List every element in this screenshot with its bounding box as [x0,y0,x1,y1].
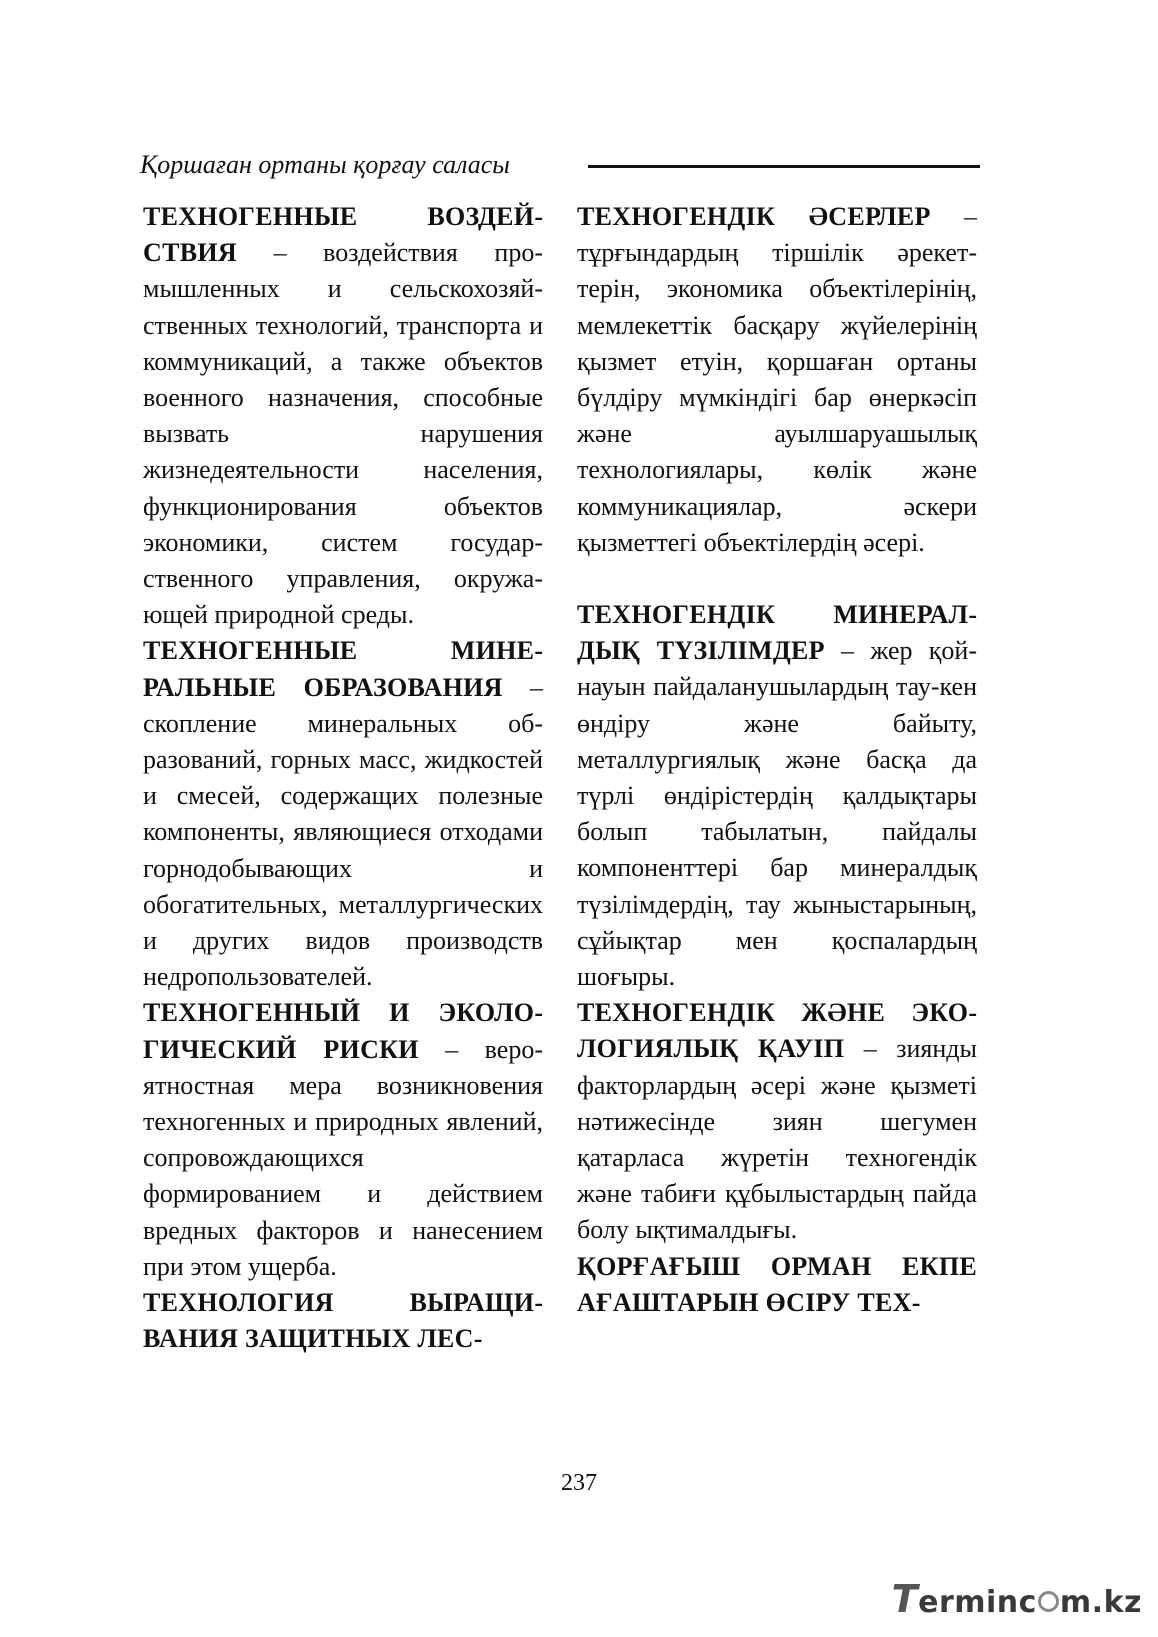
entry-term: ҚОРҒАҒЫШ ОРМАН ЕКПЕ АҒАШТАРЫН ӨСІРУ ТЕХ- [577,1251,977,1317]
left-column [143,199,543,1358]
entry-term: ТЕХНОГЕНДІК МИНЕРАЛДЫҚ ТҮЗІЛІМДЕР [577,600,977,666]
dictionary-entry [143,633,543,995]
entry-term: ТЕХНОГЕННЫЕ МИНЕРАЛЬНЫЕ ОБРАЗОВАНИЯ [143,636,543,702]
entry-definition: – тұрғындардың тіршілік әрекеттерін, экономика объектілерінің, мемлекеттік басқару жүйелерінің қызмет етуін, қоршаған ортаны бүлдіру мүмкіндігі бар өнеркәсіп және ауылшаруашылық технологиялары, көлік және коммуникациялар, әскери қызметтегі объектілердің әсері. [577,202,978,557]
entry-definition: – зиянды факторлардың әсері және қызметі нәтижесінде зиян шегумен қатарласа жүретін техногендік және табиғи құбылыстардың пайда болу ықтималдығы. [577,1034,977,1245]
running-header-title: Қоршаған ортаны қорғау саласы [140,150,510,179]
entry-term: ТЕХНОГЕННЫЙ И ЭКОЛОГИЧЕСКИЙ РИСКИ [143,998,543,1064]
page-number: 237 [561,1470,597,1496]
entry-definition: – жер қойнауын пайдаланушылардың тау-кен өндіру және байыту, металлургиялық және басқа да түрлі өндірістердің қалдықтары болып табылатын, пайдалы компоненттері бар минералдық түзілімдердің, тау жыныстарының, сұйықтар мен қоспалардың шоғыры. [577,636,977,992]
entry-term: ТЕХНОГЕННЫЕ ВОЗДЕЙСТВИЯ [143,202,543,268]
entry-definition: – вероятностная мера возникновения техногенных и природных явлений, сопровождающихся формированием и действием вредных факторов и нанесением при этом ущерба. [143,1034,543,1281]
entry-term: ТЕХНОЛОГИЯ ВЫРАЩИВАНИЯ ЗАЩИТНЫХ ЛЕС- [143,1288,543,1354]
dictionary-entry [577,199,977,561]
watermark-text-part2: m.kz [1059,1585,1142,1620]
dictionary-entry [143,199,543,633]
running-header [140,142,980,182]
watermark-text-part1: erminc [918,1585,1037,1620]
termincom-watermark [892,1577,1142,1621]
magnifier-icon [1038,1591,1059,1612]
dictionary-entry [577,1249,977,1321]
watermark-first-letter: T [891,1577,919,1621]
entry-definition: – воздействия промышленных и сельскохозяйственных технологий, транспорта и коммуникаций, а также объектов военного назначения, способные вызвать нарушения жизнедеятельности населения, функционирования объектов экономики, систем государственного управления, окружающей природной среды. [143,238,543,630]
dictionary-entry [143,1285,543,1357]
entry-term: ТЕХНОГЕНДІК ЖӘНЕ ЭКОЛОГИЯЛЫҚ ҚАУІП [577,998,977,1064]
dictionary-entry [577,995,977,1248]
header-rule [588,165,980,168]
dictionary-entry [143,995,543,1285]
entry-term: ТЕХНОГЕНДІК ӘСЕРЛЕР [577,202,931,231]
dictionary-entry [577,597,977,995]
right-column [577,199,977,1321]
entry-definition: – скопление минеральных образований, горных масс, жидкостей и смесей, содержащих полезные компоненты, являющиеся отходами горнодобывающих и обогатительных, металлургических и других видов производств недропользователей. [143,672,543,992]
